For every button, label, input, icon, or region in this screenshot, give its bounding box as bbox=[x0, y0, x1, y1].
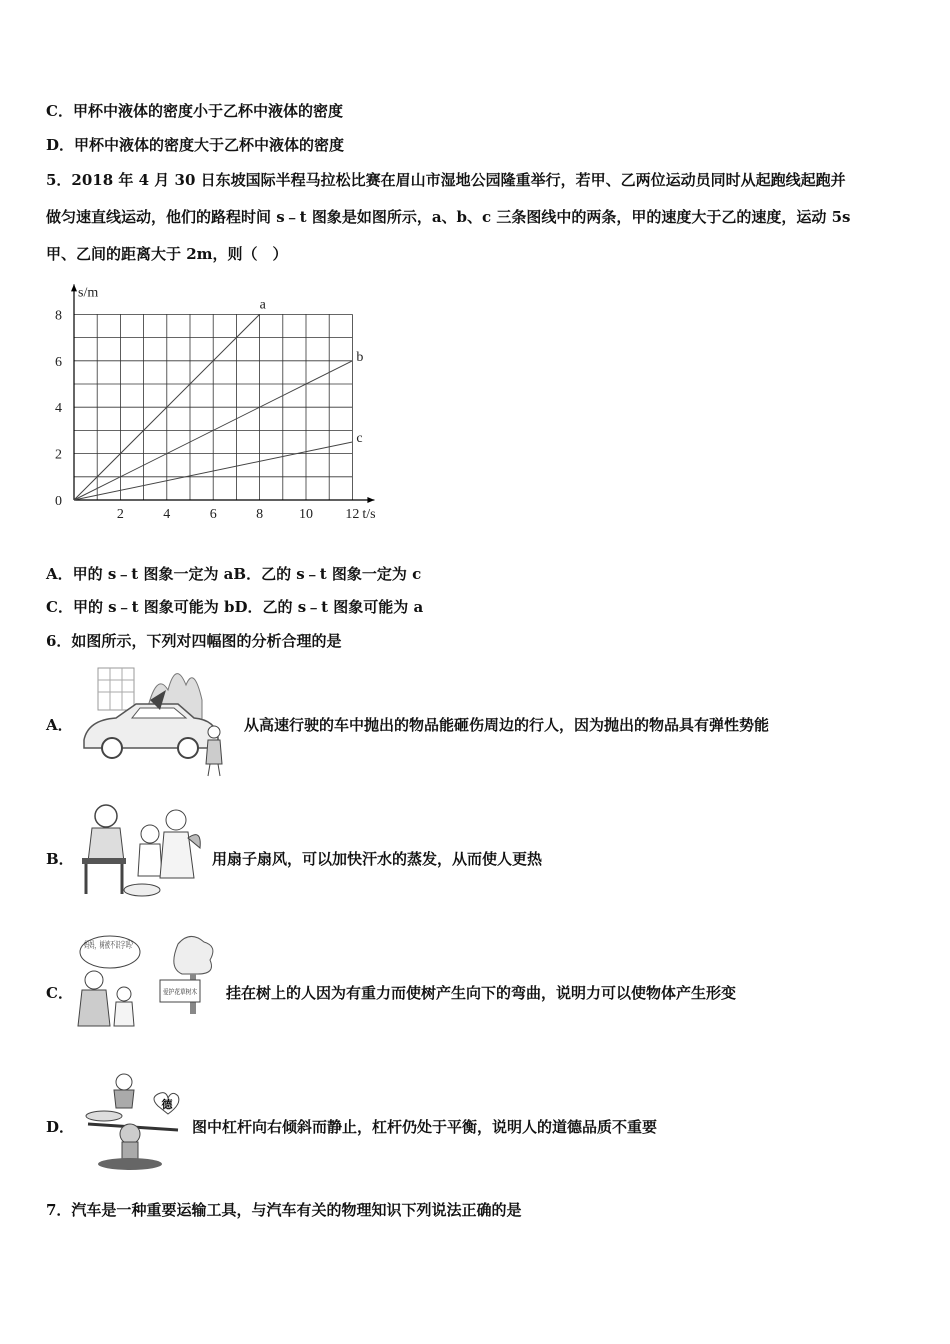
q6-option-c-label: C． bbox=[46, 984, 73, 1002]
chart-labels bbox=[55, 285, 376, 522]
series-label-c: c bbox=[356, 431, 363, 446]
x-axis-arrow bbox=[367, 497, 374, 503]
c-sign-text: 爱护花草树木 bbox=[163, 988, 205, 996]
q6-option-a-text: 从高速行驶的车中抛出的物品能砸伤周边的行人，因为抛出的物品具有弹性势能 bbox=[244, 716, 770, 734]
x-tick-label: 10 bbox=[299, 507, 313, 522]
option-d-prev: D．甲杯中液体的密度大于乙杯中液体的密度 bbox=[46, 136, 345, 154]
d-heart-char: 德 bbox=[161, 1099, 173, 1111]
x-axis-label: t/s bbox=[362, 507, 376, 522]
q6-stem: 6．如图所示，下列对四幅图的分析合理的是 bbox=[46, 632, 342, 650]
series-label-b: b bbox=[356, 349, 364, 365]
y-tick-label: 8 bbox=[55, 308, 62, 324]
x-tick-label: 12 bbox=[345, 507, 360, 522]
st-chart bbox=[40, 280, 380, 525]
x-tick-label: 4 bbox=[163, 507, 171, 522]
tree-sign-illustration bbox=[70, 930, 220, 1032]
q6-option-b-label: B． bbox=[46, 850, 74, 868]
car-throwing-illustration bbox=[76, 660, 238, 778]
q6-option-c-text: 挂在树上的人因为有重力而使树产生向下的弯曲，说明力可以使物体产生形变 bbox=[226, 984, 737, 1002]
y-tick-label: 6 bbox=[55, 354, 62, 370]
x-tick-label: 6 bbox=[209, 507, 217, 522]
option-c-prev: C．甲杯中液体的密度小于乙杯中液体的密度 bbox=[46, 102, 343, 120]
q6-option-d-label: D． bbox=[46, 1118, 75, 1136]
q6-option-d-text: 图中杠杆向右倾斜而静止，杠杆仍处于平衡，说明人的道德品质不重要 bbox=[192, 1118, 658, 1136]
q5-stem-line2: 做匀速直线运动，他们的路程时间 s﹣t 图象是如图所示，a、b、c 三条图线中的两条，甲的速度大于乙的速度，运动 5s bbox=[46, 208, 851, 226]
q5-stem-line3: 甲、乙间的距离大于 2m，则（ ） bbox=[46, 245, 288, 263]
y-tick-label: 0 bbox=[55, 494, 62, 509]
q5-stem-line1: 5．2018 年 4 月 30 日东坡国际半程马拉松比赛在眉山市湿地公园隆重举行，若甲、乙两位运动员同时从起跑线起跑并 bbox=[46, 171, 846, 189]
c-bubble-text: 妈妈，树被不识字吗？ bbox=[84, 940, 175, 950]
y-tick-label: 4 bbox=[55, 401, 62, 417]
fanning-illustration bbox=[76, 798, 206, 902]
series-label-a: a bbox=[259, 297, 266, 313]
q7-stem: 7．汽车是一种重要运输工具，与汽车有关的物理知识下列说法正确的是 bbox=[46, 1201, 522, 1219]
q6-option-a-label: A． bbox=[46, 716, 73, 734]
chart-grid bbox=[74, 314, 352, 500]
q5-options-ab: A．甲的 s﹣t 图象一定为 aB．乙的 s﹣t 图象一定为 c bbox=[46, 565, 422, 583]
q6-option-b-text: 用扇子扇风，可以加快汗水的蒸发，从而使人更热 bbox=[212, 850, 543, 868]
lever-balance-illustration bbox=[78, 1064, 186, 1174]
x-tick-label: 2 bbox=[116, 507, 124, 522]
x-tick-label: 8 bbox=[256, 507, 264, 522]
y-tick-label: 2 bbox=[55, 447, 62, 463]
chart-series bbox=[74, 297, 363, 500]
y-axis-arrow bbox=[71, 284, 77, 291]
y-axis-label: s/m bbox=[78, 285, 99, 301]
q5-options-cd: C．甲的 s﹣t 图象可能为 bD．乙的 s﹣t 图象可能为 a bbox=[46, 598, 424, 616]
